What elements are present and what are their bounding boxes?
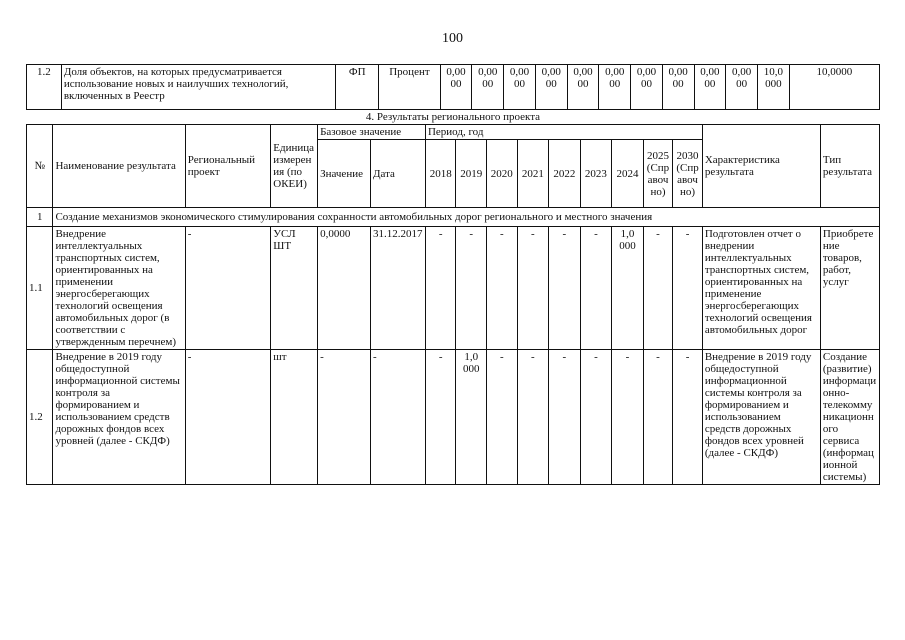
header-period: Период, год: [425, 125, 702, 140]
header-year: 2019: [456, 140, 487, 208]
indicator-type: ФП: [336, 65, 379, 110]
indicator-unit: Процент: [379, 65, 440, 110]
indicator-value: 0,00 00: [567, 65, 599, 110]
header-year: 2022: [549, 140, 581, 208]
indicator-value: 0,00 00: [662, 65, 694, 110]
header-year: 2030 (Справочно): [673, 140, 703, 208]
table-row: [27, 350, 880, 485]
row-year-value: -: [643, 350, 673, 485]
header-year: 2025 (Справочно): [643, 140, 673, 208]
row-year-value: 1,0 000: [456, 350, 487, 485]
header-date: Дата: [370, 140, 425, 208]
indicator-value: 0,00 00: [726, 65, 758, 110]
section-row: [27, 208, 880, 227]
row-year-value: -: [487, 350, 518, 485]
row-year-value: -: [580, 227, 612, 350]
row-result-type: Приобретение товаров, работ, услуг: [820, 227, 879, 350]
header-year: 2020: [487, 140, 518, 208]
header-unit: Единица измерения (по ОКЕИ): [271, 125, 318, 208]
row-name: Внедрение интеллектуальных транспортных систем, ориентированных на применении энергосберегающих технологий освещения автомобильных дорог (в соответствии с утвержденным перечнем): [53, 227, 185, 350]
row-year-value: -: [673, 350, 703, 485]
indicator-value: 0,00 00: [631, 65, 663, 110]
indicator-value: 0,00 00: [694, 65, 726, 110]
indicator-value: 10,0 000: [758, 65, 790, 110]
header-name: Наименование результата: [53, 125, 185, 208]
table-row: [27, 227, 880, 350]
row-unit: УСЛ ШТ: [271, 227, 318, 350]
row-year-value: -: [517, 227, 549, 350]
indicator-row: [27, 65, 880, 110]
header-year: 2024: [612, 140, 644, 208]
row-regional: -: [185, 350, 270, 485]
header-row: [27, 125, 880, 140]
row-year-value: -: [425, 227, 456, 350]
header-base: Базовое значение: [318, 125, 426, 140]
header-characteristic: Характеристика результата: [702, 125, 820, 208]
header-year: 2023: [580, 140, 612, 208]
row-year-value: -: [549, 350, 581, 485]
row-year-value: -: [673, 227, 703, 350]
row-result-type: Создание (развитие) информационно-телекоммуникационного сервиса (информационной системы): [820, 350, 879, 485]
indicator-num: 1.2: [27, 65, 62, 110]
header-num: №: [27, 125, 53, 208]
section-num: 1: [27, 208, 53, 227]
row-year-value: -: [425, 350, 456, 485]
row-value: 0,0000: [318, 227, 371, 350]
indicator-value: 0,00 00: [440, 65, 472, 110]
page-number: 100: [442, 31, 463, 46]
indicator-value: 0,00 00: [535, 65, 567, 110]
row-year-value: -: [517, 350, 549, 485]
header-year: 2021: [517, 140, 549, 208]
row-regional: -: [185, 227, 270, 350]
section-title: Создание механизмов экономического стимулирования сохранности автомобильных дорог регионального и местного значения: [53, 208, 880, 227]
row-characteristic: Подготовлен отчет о внедрении интеллектуальных транспортных систем, ориентированных на применение энергосберегающих технологий освещения автомобильных дорог: [702, 227, 820, 350]
row-year-value: -: [580, 350, 612, 485]
indicator-value: 0,00 00: [472, 65, 504, 110]
indicator-final: 10,0000: [789, 65, 879, 110]
row-num: 1.1: [27, 227, 53, 350]
row-value: -: [318, 350, 371, 485]
row-year-value: -: [456, 227, 487, 350]
row-characteristic: Внедрение в 2019 году общедоступной информационной системы контроля за формированием и использованием средств дорожных фондов всех уровней (далее - СКДФ): [702, 350, 820, 485]
indicator-value: 0,00 00: [504, 65, 536, 110]
header-value: Значение: [318, 140, 371, 208]
indicator-name: Доля объектов, на которых предусматривается использование новых и наилучших технологий, включенных в Реестр: [61, 65, 335, 110]
row-date: 31.12.2017: [370, 227, 425, 350]
row-year-value: -: [643, 227, 673, 350]
indicator-value: 0,00 00: [599, 65, 631, 110]
header-regional: Региональный проект: [185, 125, 270, 208]
row-num: 1.2: [27, 350, 53, 485]
row-year-value: -: [612, 350, 644, 485]
results-table: [26, 124, 880, 485]
row-name: Внедрение в 2019 году общедоступной информационной системы контроля за формированием и использованием средств дорожных фондов всех уровней (далее - СКДФ): [53, 350, 185, 485]
section-caption: 4. Результаты регионального проекта: [365, 111, 541, 123]
row-year-value: 1,0 000: [612, 227, 644, 350]
header-result-type: Тип результата: [820, 125, 879, 208]
row-date: -: [370, 350, 425, 485]
row-year-value: -: [549, 227, 581, 350]
row-year-value: -: [487, 227, 518, 350]
header-year: 2018: [425, 140, 456, 208]
indicator-table: [26, 64, 880, 110]
row-unit: шт: [271, 350, 318, 485]
